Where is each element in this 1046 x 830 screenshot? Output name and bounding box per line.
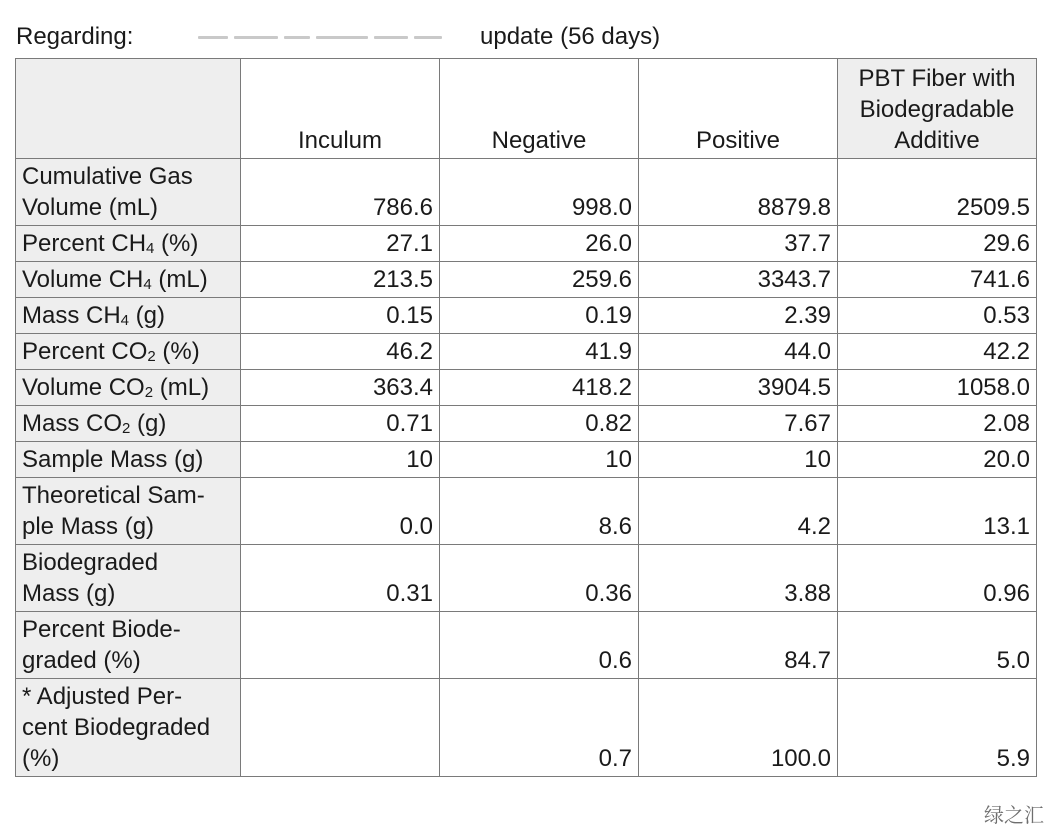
column-header: Inculum bbox=[241, 59, 440, 159]
row-label-text: Mass CO bbox=[22, 410, 123, 437]
table-row bbox=[16, 406, 1037, 442]
value-cell bbox=[241, 612, 440, 679]
table-row bbox=[16, 370, 1037, 406]
value-cell: 1058.0 bbox=[838, 370, 1037, 406]
row-label-text: Sample Mass (g) bbox=[22, 446, 204, 473]
row-label bbox=[16, 159, 241, 226]
row-label-subscript: 4 bbox=[143, 276, 152, 293]
regarding-label: Regarding: bbox=[16, 23, 134, 50]
row-label-text: * Adjusted Per- cent Biodegraded (%) bbox=[22, 683, 211, 772]
value-cell: 5.0 bbox=[838, 612, 1037, 679]
row-label-subscript: 4 bbox=[146, 240, 155, 257]
table-row bbox=[16, 478, 1037, 545]
row-label bbox=[16, 406, 241, 442]
row-label bbox=[16, 478, 241, 545]
value-cell: 786.6 bbox=[241, 159, 440, 226]
value-cell: 213.5 bbox=[241, 262, 440, 298]
subject-suffix: update (56 days) bbox=[480, 23, 661, 50]
value-cell: 8.6 bbox=[440, 478, 639, 545]
value-cell: 44.0 bbox=[639, 334, 838, 370]
header-row bbox=[16, 59, 1037, 159]
row-label-text: Percent CH bbox=[22, 230, 147, 257]
row-label-subscript: 2 bbox=[122, 420, 131, 437]
value-cell bbox=[241, 679, 440, 777]
value-cell: 0.71 bbox=[241, 406, 440, 442]
value-cell: 26.0 bbox=[440, 226, 639, 262]
row-label bbox=[16, 442, 241, 478]
value-cell: 100.0 bbox=[639, 679, 838, 777]
value-cell: 2.39 bbox=[639, 298, 838, 334]
value-cell: 2.08 bbox=[838, 406, 1037, 442]
value-cell: 84.7 bbox=[639, 612, 838, 679]
row-label bbox=[16, 226, 241, 262]
value-cell: 0.6 bbox=[440, 612, 639, 679]
row-label bbox=[16, 545, 241, 612]
table-row bbox=[16, 298, 1037, 334]
column-header: PBT Fiber with Biodegradable Additive bbox=[838, 59, 1037, 159]
row-label-text: Volume CO bbox=[22, 374, 145, 401]
value-cell: 46.2 bbox=[241, 334, 440, 370]
value-cell: 0.36 bbox=[440, 545, 639, 612]
value-cell: 363.4 bbox=[241, 370, 440, 406]
value-cell: 8879.8 bbox=[639, 159, 838, 226]
row-label-text: Volume CH bbox=[22, 266, 144, 293]
value-cell: 10 bbox=[241, 442, 440, 478]
row-label-unit: (mL) bbox=[151, 266, 208, 293]
biodegradation-table bbox=[15, 58, 1037, 777]
row-label bbox=[16, 679, 241, 777]
row-label-unit: (g) bbox=[129, 302, 166, 329]
value-cell: 10 bbox=[639, 442, 838, 478]
redacted-subject bbox=[198, 36, 470, 48]
row-label bbox=[16, 612, 241, 679]
value-cell: 20.0 bbox=[838, 442, 1037, 478]
value-cell: 29.6 bbox=[838, 226, 1037, 262]
value-cell: 3343.7 bbox=[639, 262, 838, 298]
value-cell: 42.2 bbox=[838, 334, 1037, 370]
value-cell: 37.7 bbox=[639, 226, 838, 262]
value-cell: 5.9 bbox=[838, 679, 1037, 777]
row-label bbox=[16, 334, 241, 370]
value-cell: 0.96 bbox=[838, 545, 1037, 612]
value-cell: 418.2 bbox=[440, 370, 639, 406]
watermark-logo: 绿之汇 bbox=[984, 803, 1044, 827]
table-row bbox=[16, 262, 1037, 298]
row-label bbox=[16, 262, 241, 298]
row-label-unit: (%) bbox=[154, 230, 199, 257]
row-label-unit: (g) bbox=[130, 410, 167, 437]
row-label-unit: (mL) bbox=[153, 374, 210, 401]
value-cell: 998.0 bbox=[440, 159, 639, 226]
row-label-text: Mass CH bbox=[22, 302, 121, 329]
row-label-text: Theoretical Sam- ple Mass (g) bbox=[22, 482, 205, 540]
value-cell: 0.53 bbox=[838, 298, 1037, 334]
value-cell: 0.0 bbox=[241, 478, 440, 545]
value-cell: 7.67 bbox=[639, 406, 838, 442]
row-label-text: Cumulative Gas Volume (mL) bbox=[22, 163, 193, 221]
value-cell: 3.88 bbox=[639, 545, 838, 612]
value-cell: 2509.5 bbox=[838, 159, 1037, 226]
row-label-unit: (%) bbox=[155, 338, 200, 365]
value-cell: 741.6 bbox=[838, 262, 1037, 298]
row-label-text: Biodegraded Mass (g) bbox=[22, 549, 159, 607]
table-row bbox=[16, 679, 1037, 777]
value-cell: 0.7 bbox=[440, 679, 639, 777]
table-row bbox=[16, 442, 1037, 478]
row-label bbox=[16, 370, 241, 406]
value-cell: 0.31 bbox=[241, 545, 440, 612]
table-row bbox=[16, 612, 1037, 679]
row-label-subscript: 2 bbox=[147, 348, 156, 365]
value-cell: 41.9 bbox=[440, 334, 639, 370]
row-label bbox=[16, 298, 241, 334]
row-label-subscript: 2 bbox=[144, 384, 154, 401]
value-cell: 0.82 bbox=[440, 406, 639, 442]
corner-cell bbox=[16, 59, 241, 159]
value-cell: 0.19 bbox=[440, 298, 639, 334]
table-row bbox=[16, 226, 1037, 262]
table-row bbox=[16, 334, 1037, 370]
row-label-subscript: 4 bbox=[120, 312, 130, 329]
value-cell: 0.15 bbox=[241, 298, 440, 334]
value-cell: 3904.5 bbox=[639, 370, 838, 406]
row-label-text: Percent CO bbox=[22, 338, 148, 365]
table-row bbox=[16, 545, 1037, 612]
column-header: Positive bbox=[639, 59, 838, 159]
value-cell: 13.1 bbox=[838, 478, 1037, 545]
table-row bbox=[16, 159, 1037, 226]
value-cell: 259.6 bbox=[440, 262, 639, 298]
column-header: Negative bbox=[440, 59, 639, 159]
value-cell: 10 bbox=[440, 442, 639, 478]
row-label-text: Percent Biode- graded (%) bbox=[22, 616, 181, 674]
value-cell: 4.2 bbox=[639, 478, 838, 545]
value-cell: 27.1 bbox=[241, 226, 440, 262]
